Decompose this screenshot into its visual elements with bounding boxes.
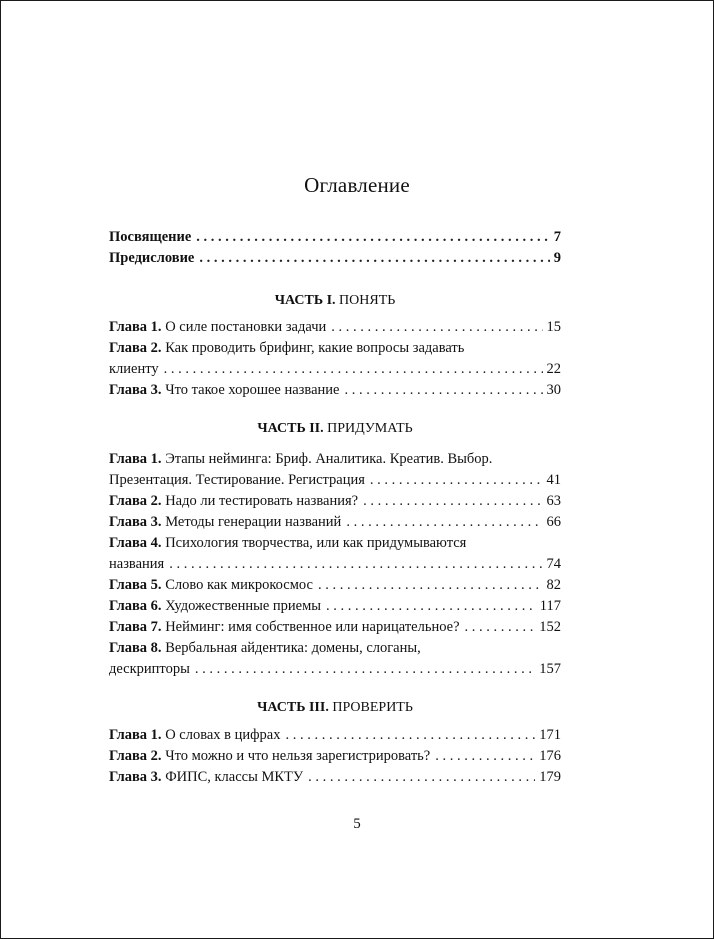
part-title: ПРИДУМАТЬ — [323, 421, 413, 436]
dot-leader — [169, 554, 542, 575]
dot-leader — [318, 575, 543, 596]
toc-entry — [109, 767, 561, 788]
chapter-title-continued: Презентация. Тестирование. Регистрация — [109, 472, 365, 488]
chapter-number: Глава 3. — [109, 769, 162, 785]
part-heading-2 — [109, 418, 561, 439]
toc-entry-page: 179 — [539, 769, 561, 785]
dot-leader — [326, 596, 536, 617]
dot-leader — [435, 746, 535, 767]
chapter-number: Глава 1. — [109, 451, 162, 467]
page-number: 5 — [353, 816, 361, 832]
toc-entry-page: 176 — [539, 748, 561, 764]
toc-entry-page: 117 — [539, 598, 561, 614]
part-heading-1 — [109, 290, 561, 311]
dot-leader — [344, 380, 542, 401]
chapter-title: Что такое хорошее название — [161, 382, 340, 398]
dot-leader — [331, 317, 542, 338]
chapter-title-continued: названия — [109, 556, 165, 572]
toc-entry-page: 7 — [553, 229, 561, 245]
chapter-title: Методы генерации названий — [161, 514, 342, 530]
chapter-title: Нейминг: имя собственное или нарицательное? — [161, 619, 460, 635]
chapter-title: О силе постановки задачи — [161, 319, 327, 335]
toc-entry-page: 152 — [539, 619, 561, 635]
chapter-title: Надо ли тестировать названия? — [161, 493, 359, 509]
toc-entry — [109, 449, 561, 491]
dot-leader — [370, 470, 543, 491]
dot-leader — [199, 248, 549, 269]
part-title: ПОНЯТЬ — [335, 293, 396, 308]
chapter-number: Глава 5. — [109, 577, 162, 593]
toc-entry-page: 157 — [539, 661, 561, 677]
toc-entry — [109, 533, 561, 575]
dot-leader — [164, 359, 543, 380]
dot-leader — [363, 491, 542, 512]
toc-title: Оглавление — [304, 173, 410, 197]
toc-entry — [109, 617, 561, 638]
toc-entry-page: 82 — [546, 577, 561, 593]
chapter-title: Что можно и что нельзя зарегистрировать? — [161, 748, 431, 764]
toc-entry — [109, 491, 561, 512]
part-number: ЧАСТЬ II. — [257, 421, 324, 436]
dot-leader — [465, 617, 536, 638]
chapter-title-continued: клиенту — [109, 361, 159, 377]
toc-entry — [109, 512, 561, 533]
chapter-number: Глава 1. — [109, 727, 162, 743]
part-heading-3 — [109, 697, 561, 718]
toc-entry-page: 63 — [546, 493, 561, 509]
toc-entry-page: 22 — [546, 361, 561, 377]
chapter-title: Этапы нейминга: Бриф. Аналитика. Креатив. Выбор. — [161, 451, 493, 467]
toc-entry-page: 30 — [546, 382, 561, 398]
dot-leader — [346, 512, 542, 533]
toc-entry — [109, 380, 561, 401]
toc-entry-preface — [109, 248, 561, 269]
toc-entry — [109, 596, 561, 617]
toc-entry — [109, 638, 561, 680]
chapter-number: Глава 3. — [109, 514, 162, 530]
chapter-title: Психология творчества, или как придумываются — [161, 535, 467, 551]
chapter-number: Глава 4. — [109, 535, 162, 551]
dot-leader — [308, 767, 535, 788]
toc-entry-label: Посвящение — [109, 229, 192, 245]
toc-entry-dedication — [109, 227, 561, 248]
toc-entry-page: 171 — [539, 727, 561, 743]
chapter-title: О словах в цифрах — [161, 727, 281, 743]
chapter-number: Глава 8. — [109, 640, 162, 656]
chapter-number: Глава 7. — [109, 619, 162, 635]
part-title: ПРОВЕРИТЬ — [328, 700, 413, 715]
part-number: ЧАСТЬ I. — [274, 293, 336, 308]
chapter-number: Глава 2. — [109, 493, 162, 509]
toc-entry — [109, 746, 561, 767]
toc-entry — [109, 317, 561, 338]
chapter-title: Художественные приемы — [161, 598, 322, 614]
toc-entry — [109, 575, 561, 596]
toc-entry-page: 9 — [553, 250, 561, 266]
toc-entry-page: 74 — [546, 556, 561, 572]
chapter-number: Глава 1. — [109, 319, 162, 335]
toc-entry — [109, 725, 561, 746]
toc-entry-page: 15 — [546, 319, 561, 335]
table-of-contents — [109, 227, 561, 788]
chapter-title: Вербальная айдентика: домены, слоганы, — [161, 640, 421, 656]
dot-leader — [195, 659, 535, 680]
chapter-title-continued: дескрипторы — [109, 661, 190, 677]
chapter-title: ФИПС, классы МКТУ — [161, 769, 304, 785]
chapter-title: Слово как микрокосмос — [161, 577, 313, 593]
toc-entry-page: 66 — [546, 514, 561, 530]
toc-entry-label: Предисловие — [109, 250, 195, 266]
chapter-title: Как проводить брифинг, какие вопросы задавать — [161, 340, 465, 356]
chapter-number: Глава 3. — [109, 382, 162, 398]
dot-leader — [286, 725, 536, 746]
chapter-number: Глава 2. — [109, 748, 162, 764]
chapter-number: Глава 2. — [109, 340, 162, 356]
toc-entry — [109, 338, 561, 380]
part-number: ЧАСТЬ III. — [257, 700, 329, 715]
toc-entry-page: 41 — [546, 472, 561, 488]
dot-leader — [196, 227, 549, 248]
chapter-number: Глава 6. — [109, 598, 162, 614]
